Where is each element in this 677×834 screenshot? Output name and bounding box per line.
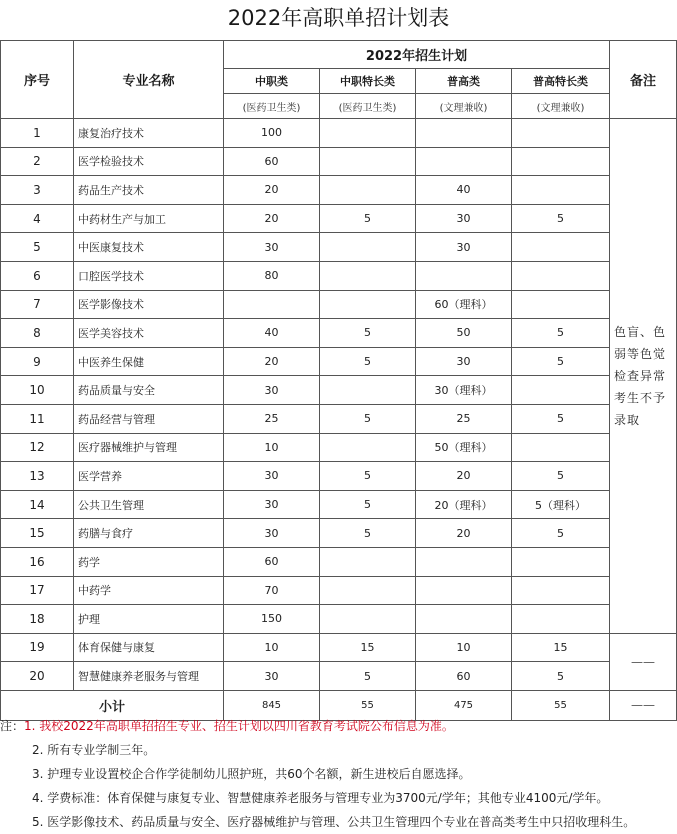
major-name: 医学影像技术 xyxy=(74,290,224,319)
major-name: 康复治疗技术 xyxy=(74,119,224,148)
plan-value: 70 xyxy=(224,576,320,605)
row-number: 10 xyxy=(1,376,74,405)
plan-value xyxy=(320,233,416,262)
plan-value: 30 xyxy=(224,462,320,491)
major-name: 药品生产技术 xyxy=(74,176,224,205)
plan-value: 30 xyxy=(224,376,320,405)
plan-value: 5 xyxy=(320,662,416,691)
plan-value xyxy=(320,147,416,176)
header-seq: 序号 xyxy=(1,41,74,119)
header-col-name: 普高类 xyxy=(416,69,512,94)
plan-value xyxy=(320,261,416,290)
major-name: 医学检验技术 xyxy=(74,147,224,176)
header-remark: 备注 xyxy=(610,41,677,119)
table-row xyxy=(1,204,677,233)
major-name: 体育保健与康复 xyxy=(74,633,224,662)
plan-value: 30 xyxy=(224,490,320,519)
table-row xyxy=(1,605,677,634)
plan-value: 50 xyxy=(416,319,512,348)
header-col-sub: (医药卫生类) xyxy=(224,94,320,119)
plan-value: 80 xyxy=(224,261,320,290)
plan-value xyxy=(320,547,416,576)
plan-value xyxy=(224,290,320,319)
table-row xyxy=(1,519,677,548)
header-major: 专业名称 xyxy=(74,41,224,119)
subtotal-remark: —— xyxy=(610,690,677,720)
plan-value: 5 xyxy=(512,519,610,548)
plan-value xyxy=(512,147,610,176)
plan-value: 20（理科） xyxy=(416,490,512,519)
plan-value: 5 xyxy=(512,204,610,233)
major-name: 医学美容技术 xyxy=(74,319,224,348)
row-number: 19 xyxy=(1,633,74,662)
plan-value xyxy=(320,376,416,405)
plan-value: 30 xyxy=(416,347,512,376)
table-row xyxy=(1,576,677,605)
subtotal-value: 475 xyxy=(416,690,512,720)
row-number: 17 xyxy=(1,576,74,605)
row-number: 12 xyxy=(1,433,74,462)
plan-value: 50（理科） xyxy=(416,433,512,462)
plan-value: 5 xyxy=(512,662,610,691)
plan-value xyxy=(416,576,512,605)
page-title: 2022年高职单招计划表 xyxy=(227,6,450,30)
row-number: 11 xyxy=(1,404,74,433)
row-number: 8 xyxy=(1,319,74,348)
row-number: 1 xyxy=(1,119,74,148)
plan-value xyxy=(512,433,610,462)
major-name: 中医康复技术 xyxy=(74,233,224,262)
major-name: 药学 xyxy=(74,547,224,576)
note-2: 2. 所有专业学制三年。 xyxy=(32,743,156,757)
plan-value xyxy=(416,605,512,634)
plan-value xyxy=(320,605,416,634)
plan-value xyxy=(320,576,416,605)
plan-value: 40 xyxy=(416,176,512,205)
plan-value xyxy=(512,261,610,290)
subtotal-value: 845 xyxy=(224,690,320,720)
plan-table xyxy=(0,40,677,721)
plan-value: 20 xyxy=(416,462,512,491)
note-5: 5. 医学影像技术、药品质量与安全、医疗器械维护与管理、公共卫生管理四个专业在普高类考生中只招收理科生。 xyxy=(32,815,636,829)
plan-value xyxy=(416,261,512,290)
plan-value: 10 xyxy=(224,433,320,462)
table-row xyxy=(1,233,677,262)
row-number: 16 xyxy=(1,547,74,576)
table-row xyxy=(1,547,677,576)
major-name: 医学营养 xyxy=(74,462,224,491)
plan-value: 20 xyxy=(416,519,512,548)
major-name: 药品经营与管理 xyxy=(74,404,224,433)
plan-value: 5 xyxy=(320,462,416,491)
plan-value: 5 xyxy=(512,319,610,348)
table-row xyxy=(1,290,677,319)
plan-value xyxy=(512,233,610,262)
remark-note: 色盲、色弱等色觉检查异常考生不予录取 xyxy=(610,119,677,634)
plan-value xyxy=(512,290,610,319)
notes xyxy=(0,714,677,834)
plan-value xyxy=(416,119,512,148)
subtotal-value: 55 xyxy=(320,690,416,720)
major-name: 智慧健康养老服务与管理 xyxy=(74,662,224,691)
plan-value xyxy=(512,605,610,634)
row-number: 15 xyxy=(1,519,74,548)
plan-value: 30 xyxy=(416,233,512,262)
row-number: 4 xyxy=(1,204,74,233)
plan-value xyxy=(512,119,610,148)
major-name: 中医养生保健 xyxy=(74,347,224,376)
major-name: 中药材生产与加工 xyxy=(74,204,224,233)
plan-value xyxy=(512,547,610,576)
table-row xyxy=(1,347,677,376)
header-col-sub: (文理兼收) xyxy=(416,94,512,119)
plan-value: 40 xyxy=(224,319,320,348)
plan-value: 20 xyxy=(224,204,320,233)
plan-value xyxy=(320,119,416,148)
plan-value: 15 xyxy=(512,633,610,662)
plan-value: 150 xyxy=(224,605,320,634)
major-name: 公共卫生管理 xyxy=(74,490,224,519)
plan-value xyxy=(512,176,610,205)
row-number: 7 xyxy=(1,290,74,319)
row-number: 20 xyxy=(1,662,74,691)
header-col-sub: (文理兼收) xyxy=(512,94,610,119)
row-number: 14 xyxy=(1,490,74,519)
table-row xyxy=(1,319,677,348)
plan-value xyxy=(320,290,416,319)
row-number: 13 xyxy=(1,462,74,491)
plan-value xyxy=(512,576,610,605)
plan-value xyxy=(320,176,416,205)
plan-value: 30 xyxy=(224,519,320,548)
plan-value: 10 xyxy=(416,633,512,662)
plan-value: 5 xyxy=(512,347,610,376)
header-col-name: 普高特长类 xyxy=(512,69,610,94)
table-row xyxy=(1,376,677,405)
major-name: 护理 xyxy=(74,605,224,634)
table-row xyxy=(1,261,677,290)
plan-value: 60 xyxy=(224,547,320,576)
plan-value: 30 xyxy=(224,233,320,262)
plan-value: 20 xyxy=(224,176,320,205)
row-number: 9 xyxy=(1,347,74,376)
header-plan: 2022年招生计划 xyxy=(224,41,610,69)
plan-value: 100 xyxy=(224,119,320,148)
plan-value: 60 xyxy=(224,147,320,176)
plan-value: 30（理科） xyxy=(416,376,512,405)
note-4: 4. 学费标准：体育保健与康复专业、智慧健康养老服务与管理专业为3700元/学年；其他专业4100元/学年。 xyxy=(32,791,609,805)
table-row xyxy=(1,404,677,433)
table-row xyxy=(1,490,677,519)
plan-value: 5 xyxy=(320,319,416,348)
plan-value: 60（理科） xyxy=(416,290,512,319)
note-3: 3. 护理专业设置校企合作学徒制幼儿照护班，共60个名额，新生进校后自愿选择。 xyxy=(32,767,471,781)
row-number: 2 xyxy=(1,147,74,176)
plan-value xyxy=(416,147,512,176)
major-name: 药膳与食疗 xyxy=(74,519,224,548)
major-name: 医疗器械维护与管理 xyxy=(74,433,224,462)
table-row xyxy=(1,462,677,491)
note-prefix: 注： xyxy=(0,719,25,733)
table-row xyxy=(1,176,677,205)
plan-value: 5 xyxy=(320,519,416,548)
header-col-sub: (医药卫生类) xyxy=(320,94,416,119)
table-row xyxy=(1,119,677,148)
table-row xyxy=(1,662,677,691)
table-row xyxy=(1,633,677,662)
plan-value: 25 xyxy=(416,404,512,433)
subtotal-value: 55 xyxy=(512,690,610,720)
remark-dash: —— xyxy=(610,633,677,690)
plan-value: 15 xyxy=(320,633,416,662)
major-name: 中药学 xyxy=(74,576,224,605)
plan-value xyxy=(320,433,416,462)
plan-value: 5 xyxy=(512,462,610,491)
row-number: 6 xyxy=(1,261,74,290)
plan-value: 30 xyxy=(416,204,512,233)
row-number: 18 xyxy=(1,605,74,634)
table-row xyxy=(1,147,677,176)
plan-value: 20 xyxy=(224,347,320,376)
plan-value: 30 xyxy=(224,662,320,691)
plan-value xyxy=(416,547,512,576)
major-name: 口腔医学技术 xyxy=(74,261,224,290)
plan-value: 5 xyxy=(320,204,416,233)
header-col-name: 中职类 xyxy=(224,69,320,94)
table-row xyxy=(1,433,677,462)
subtotal-label: 小计 xyxy=(1,690,224,720)
plan-value: 25 xyxy=(224,404,320,433)
plan-value: 5 xyxy=(320,347,416,376)
row-number: 3 xyxy=(1,176,74,205)
plan-value: 5 xyxy=(320,404,416,433)
plan-value: 10 xyxy=(224,633,320,662)
plan-value: 5 xyxy=(512,404,610,433)
header-col-name: 中职特长类 xyxy=(320,69,416,94)
major-name: 药品质量与安全 xyxy=(74,376,224,405)
plan-value: 60 xyxy=(416,662,512,691)
plan-value: 5（理科） xyxy=(512,490,610,519)
plan-value: 5 xyxy=(320,490,416,519)
note-highlight: 1. 我校2022年高职单招招生专业、招生计划以四川省教育考试院公布信息为准。 xyxy=(24,719,454,733)
row-number: 5 xyxy=(1,233,74,262)
note-1 xyxy=(0,714,677,738)
plan-value xyxy=(512,376,610,405)
